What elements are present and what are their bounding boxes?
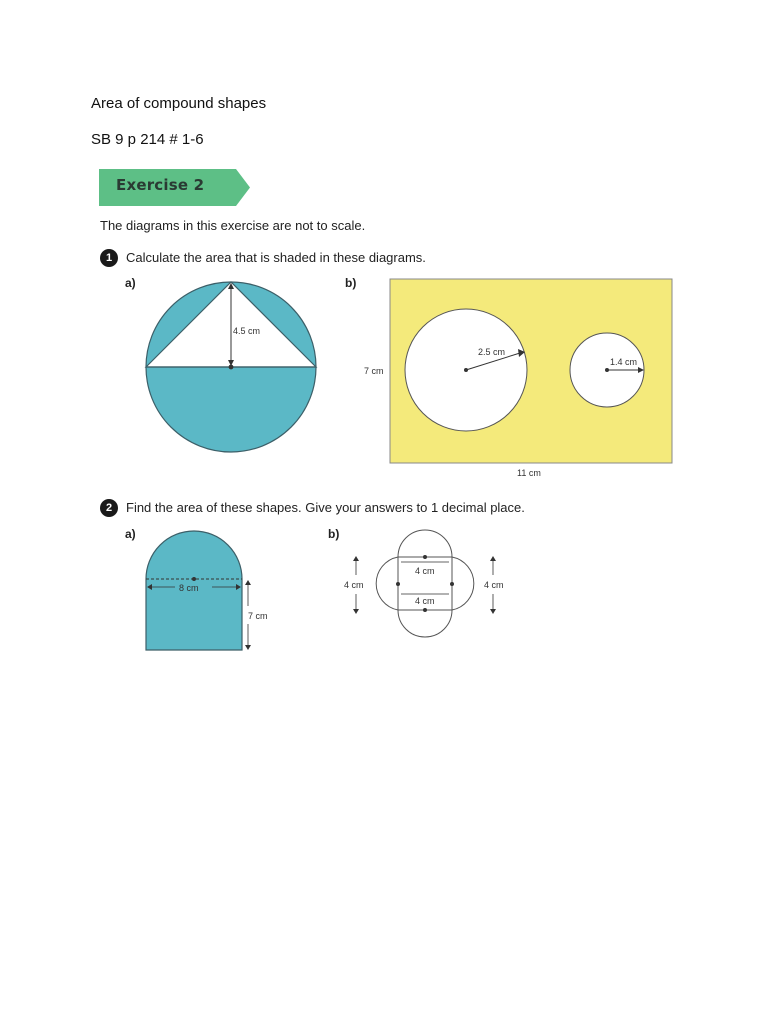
q2a-arch-diagram bbox=[140, 525, 280, 655]
q2b-left-label: 4 cm bbox=[344, 580, 364, 590]
q2-part-b-label: b) bbox=[328, 527, 340, 541]
q1a-centre-dot bbox=[229, 365, 234, 370]
question-1-text: Calculate the area that is shaded in these diagrams. bbox=[126, 250, 426, 265]
document-title: Area of compound shapes bbox=[91, 95, 267, 112]
question-number-2: 2 bbox=[100, 499, 118, 517]
q2b-square-semicircles-diagram bbox=[335, 528, 510, 640]
q1b-width-label: 11 cm bbox=[517, 468, 541, 478]
q2b-top-label: 4 cm bbox=[415, 566, 435, 576]
q2-part-a-label: a) bbox=[125, 527, 136, 541]
q2b-right-label: 4 cm bbox=[484, 580, 504, 590]
question-2-text: Find the area of these shapes. Give your answers to 1 decimal place. bbox=[126, 500, 525, 515]
exercise-banner bbox=[99, 169, 250, 206]
q1-part-b-label: b) bbox=[345, 276, 357, 290]
page-reference: SB 9 p 214 # 1-6 bbox=[91, 131, 204, 148]
q1b-small-radius-label: 1.4 cm bbox=[610, 357, 638, 367]
q1a-circle-diagram bbox=[140, 275, 325, 460]
exercise-heading: Exercise 2 bbox=[116, 176, 205, 194]
q2b-right-semicircle bbox=[452, 557, 474, 610]
q1b-large-radius-label: 2.5 cm bbox=[478, 347, 506, 357]
q2b-left-semicircle bbox=[376, 557, 398, 610]
q2a-width-label: 8 cm bbox=[179, 583, 199, 593]
q1b-rectangle-diagram bbox=[360, 278, 680, 478]
q2b-bottom-label: 4 cm bbox=[415, 596, 435, 606]
q1-part-a-label: a) bbox=[125, 276, 136, 290]
q1a-height-label: 4.5 cm bbox=[233, 326, 261, 336]
exercise-intro: The diagrams in this exercise are not to scale. bbox=[100, 218, 366, 233]
q1b-height-label: 7 cm bbox=[364, 366, 384, 376]
q2b-bottom-semicircle bbox=[398, 610, 452, 637]
q2b-top-semicircle bbox=[398, 530, 452, 557]
q2a-height-label: 7 cm bbox=[248, 611, 268, 621]
question-number-1: 1 bbox=[100, 249, 118, 267]
